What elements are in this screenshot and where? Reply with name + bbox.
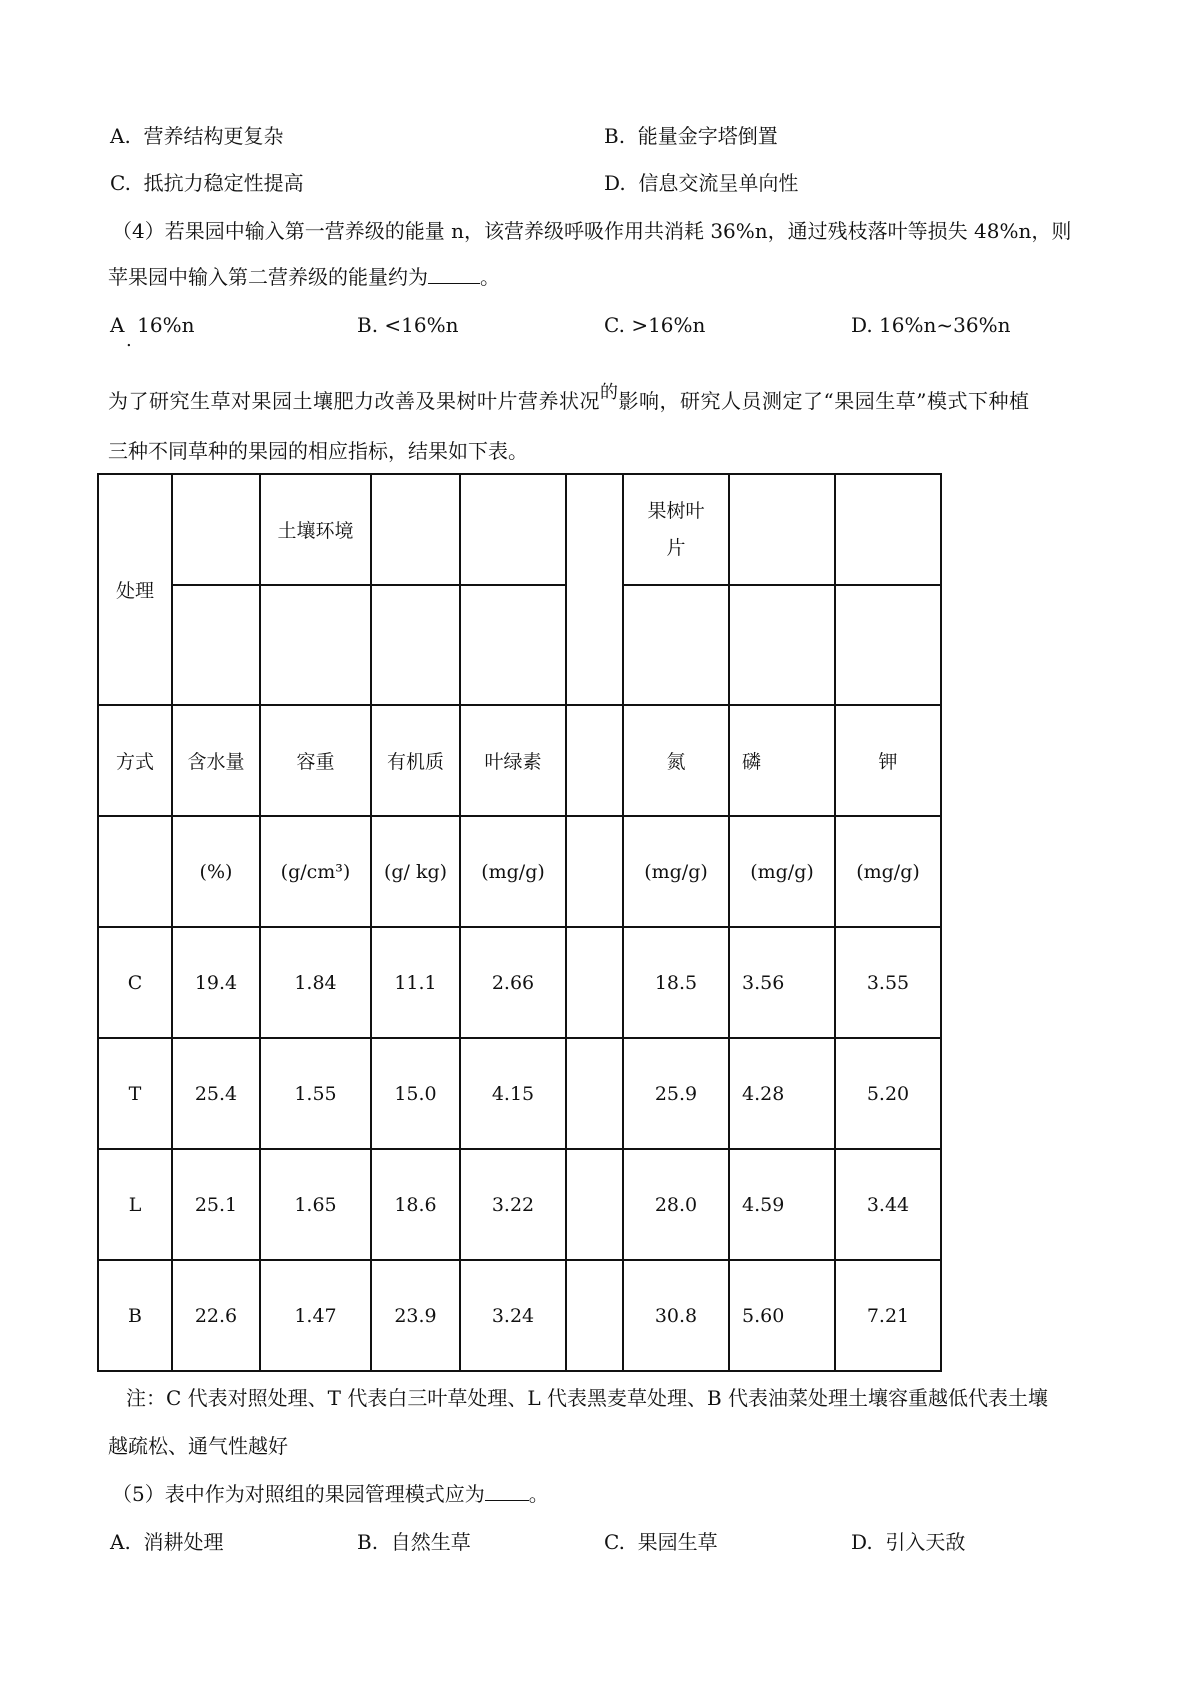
- answer-blank: [428, 282, 480, 284]
- data-cell: [371, 1038, 460, 1149]
- header-cell: [623, 585, 729, 705]
- intro-superscript: 的: [600, 382, 619, 403]
- unit-cell: [835, 816, 941, 927]
- data-cell: [623, 1260, 729, 1371]
- method-label-cell: [98, 705, 172, 816]
- q3-option-c: [110, 173, 304, 193]
- cell-value: 2.66: [491, 971, 535, 994]
- unit-label: (g/ kg): [383, 860, 448, 883]
- cell-value: 1.55: [294, 1082, 337, 1105]
- header-cell: [371, 474, 460, 585]
- column-header: [729, 705, 835, 816]
- cell-value: 5.60: [742, 1304, 785, 1327]
- header-cell: [566, 474, 623, 705]
- option-letter: B.: [357, 1530, 379, 1554]
- cell-value: 3.44: [866, 1193, 910, 1216]
- data-cell: [623, 927, 729, 1038]
- table-row: [98, 1038, 941, 1149]
- data-cell: [835, 1149, 941, 1260]
- cell-value: 18.6: [394, 1193, 437, 1216]
- option-letter: B.: [604, 124, 626, 148]
- option-letter: D.: [851, 313, 873, 337]
- q4-option-d: [851, 315, 1010, 335]
- q3-option-b: [604, 126, 778, 146]
- cell-value: 3.22: [491, 1193, 535, 1216]
- intro-text: 为了研究生草对果园土壤肥力改善及果树叶片营养状况: [108, 389, 600, 413]
- cell-value: 25.4: [194, 1082, 238, 1105]
- data-cell: [729, 1149, 835, 1260]
- q5-option-b: [357, 1532, 471, 1552]
- option-letter: A.: [110, 1530, 131, 1554]
- treatment-label: 处理: [115, 580, 154, 602]
- unit-row: [98, 816, 941, 927]
- option-text: 果园生草: [637, 1530, 718, 1554]
- treatment-code: C: [127, 971, 143, 994]
- cell-value: 22.6: [194, 1304, 238, 1327]
- option-text: 16%n: [137, 313, 195, 337]
- data-cell: [623, 1038, 729, 1149]
- header-cell: [460, 474, 566, 585]
- leaf-group-header: [623, 474, 729, 585]
- column-label: 有机质: [386, 751, 444, 773]
- q3-option-a: [110, 126, 284, 146]
- q5-option-c: [604, 1532, 718, 1552]
- option-letter: D.: [604, 171, 626, 195]
- q3-option-d: [604, 173, 798, 193]
- option-letter: C.: [604, 313, 625, 337]
- leaf-group-label-1: 果树叶: [647, 500, 705, 523]
- header-cell: [260, 585, 371, 705]
- data-cell: [460, 1260, 566, 1371]
- treatment-code: L: [128, 1193, 142, 1216]
- option-letter: A: [110, 313, 125, 337]
- unit-cell: [98, 816, 172, 927]
- data-cell: [371, 1149, 460, 1260]
- treatment-code: T: [128, 1082, 142, 1105]
- header-cell: [460, 585, 566, 705]
- option-text: 16%n~36%n: [879, 313, 1011, 337]
- unit-label: (mg/g): [644, 860, 708, 883]
- data-cell: [835, 1038, 941, 1149]
- q4-question-text: 苹果园中输入第二营养级的能量约为: [108, 265, 428, 289]
- treatment-cell: [98, 1149, 172, 1260]
- column-header: [566, 705, 623, 816]
- column-label: 氮: [666, 751, 686, 773]
- soil-group-header: [260, 474, 371, 585]
- column-header: [460, 705, 566, 816]
- data-cell: [729, 1260, 835, 1371]
- option-text: 能量金字塔倒置: [637, 124, 778, 148]
- column-header: [260, 705, 371, 816]
- option-text: 自然生草: [390, 1530, 471, 1554]
- option-text: <16%n: [384, 313, 459, 337]
- unit-cell: [172, 816, 260, 927]
- q4-question-line2: [108, 267, 500, 287]
- data-cell: [835, 927, 941, 1038]
- cell-value: 19.4: [194, 971, 238, 994]
- data-cell: [566, 927, 623, 1038]
- column-header: [835, 705, 941, 816]
- data-cell: [460, 1038, 566, 1149]
- unit-cell: [260, 816, 371, 927]
- data-cell: [566, 1260, 623, 1371]
- option-text: >16%n: [631, 313, 706, 337]
- column-header: [371, 705, 460, 816]
- option-letter: C.: [604, 1530, 625, 1554]
- unit-label: (mg/g): [481, 860, 545, 883]
- cell-value: 18.5: [654, 971, 698, 994]
- data-cell: [460, 1149, 566, 1260]
- table-row: [98, 927, 941, 1038]
- method-label: 方式: [115, 751, 154, 773]
- cell-value: 5.20: [866, 1082, 910, 1105]
- q5-option-a: [110, 1532, 224, 1552]
- data-cell: [371, 1260, 460, 1371]
- q5-option-d: [851, 1532, 965, 1552]
- data-cell: [623, 1149, 729, 1260]
- cell-value: 25.9: [654, 1082, 698, 1105]
- q4-option-b: [357, 315, 459, 335]
- cell-value: 1.47: [294, 1304, 337, 1327]
- header-cell: [835, 474, 941, 585]
- option-text: 引入天敌: [885, 1530, 966, 1554]
- table-row: [98, 1149, 941, 1260]
- answer-blank: [485, 1499, 529, 1501]
- header-cell: [172, 474, 260, 585]
- data-cell: [172, 1038, 260, 1149]
- unit-label: (g/cm³): [280, 860, 351, 883]
- cell-value: 3.55: [866, 971, 910, 994]
- data-cell: [260, 1260, 371, 1371]
- cell-value: 7.21: [866, 1304, 910, 1327]
- option-text: 抵抗力稳定性提高: [143, 171, 304, 195]
- unit-cell: [371, 816, 460, 927]
- data-cell: [172, 1149, 260, 1260]
- cell-value: 23.9: [394, 1304, 437, 1327]
- treatment-cell: [98, 927, 172, 1038]
- soil-group-label: 土壤环境: [277, 520, 354, 542]
- treatment-cell: [98, 1038, 172, 1149]
- cell-value: 15.0: [394, 1082, 437, 1105]
- option-letter: B.: [357, 313, 379, 337]
- data-cell: [566, 1038, 623, 1149]
- cell-value: 4.28: [742, 1082, 785, 1105]
- q5-question-end: 。: [528, 1482, 549, 1506]
- table-row: [98, 1260, 941, 1371]
- unit-label: (mg/g): [856, 860, 920, 883]
- column-label: 钾: [878, 751, 898, 773]
- data-table: [97, 473, 942, 1372]
- unit-label: (mg/g): [750, 860, 814, 883]
- column-header: [172, 705, 260, 816]
- option-letter: D.: [851, 1530, 873, 1554]
- cell-value: 30.8: [654, 1304, 698, 1327]
- unit-cell: [729, 816, 835, 927]
- unit-cell: [566, 816, 623, 927]
- cell-value: 4.59: [742, 1193, 785, 1216]
- treatment-cell: [98, 1260, 172, 1371]
- q4-option-c: [604, 315, 705, 335]
- data-cell: [172, 927, 260, 1038]
- column-label: 容重: [296, 751, 335, 773]
- data-cell: [371, 927, 460, 1038]
- data-cell: [260, 927, 371, 1038]
- header-cell: [172, 585, 260, 705]
- data-cell: [460, 927, 566, 1038]
- column-header: [623, 705, 729, 816]
- column-label: 磷: [742, 751, 762, 773]
- treatment-header-cell: [98, 474, 172, 705]
- column-header-row: [98, 705, 941, 816]
- cell-value: 1.65: [294, 1193, 337, 1216]
- data-cell: [729, 927, 835, 1038]
- q4-option-a: [110, 315, 195, 335]
- q4-question-line1: （4）若果园中输入第一营养级的能量 n，该营养级呼吸作用共消耗 36%n，通过残枝落叶等损失 48%n，则: [112, 219, 1072, 243]
- q4-question-end: 。: [480, 265, 500, 289]
- data-cell: [260, 1149, 371, 1260]
- cell-value: 1.84: [294, 971, 337, 994]
- header-cell: [729, 474, 835, 585]
- q5-question: [112, 1484, 549, 1504]
- header-cell: [835, 585, 941, 705]
- option-letter: C.: [110, 171, 131, 195]
- unit-cell: [460, 816, 566, 927]
- cell-value: 28.0: [654, 1193, 698, 1216]
- q5-question-text: （5）表中作为对照组的果园管理模式应为: [112, 1482, 485, 1506]
- cell-value: 3.24: [491, 1304, 535, 1327]
- data-cell: [729, 1038, 835, 1149]
- option-dot: .: [126, 330, 132, 351]
- option-text: 消耕处理: [143, 1530, 224, 1554]
- unit-cell: [623, 816, 729, 927]
- option-letter: A.: [110, 124, 131, 148]
- option-text: 营养结构更复杂: [143, 124, 284, 148]
- option-text: 信息交流呈单向性: [638, 171, 799, 195]
- data-cell: [566, 1149, 623, 1260]
- data-cell: [172, 1260, 260, 1371]
- intro-line2: 三种不同草种的果园的相应指标，结果如下表。: [108, 439, 528, 463]
- header-cell: [371, 585, 460, 705]
- intro-text-cont: 影响，研究人员测定了“果园生草”模式下种植: [618, 389, 1030, 413]
- column-label: 叶绿素: [484, 751, 542, 773]
- unit-label: (%): [199, 860, 233, 883]
- data-cell: [260, 1038, 371, 1149]
- intro-line1: [108, 382, 1030, 413]
- note-line1: 注：C 代表对照处理、T 代表白三叶草处理、L 代表黑麦草处理、B 代表油菜处理土壤容重越低代表土壤: [126, 1386, 1049, 1410]
- note-line2: 越疏松、通气性越好: [108, 1434, 288, 1458]
- column-label: 含水量: [187, 751, 245, 773]
- leaf-group-label-2: 片: [666, 536, 686, 559]
- header-cell: [729, 585, 835, 705]
- data-cell: [835, 1260, 941, 1371]
- treatment-code: B: [128, 1304, 142, 1327]
- cell-value: 11.1: [394, 971, 437, 994]
- cell-value: 25.1: [194, 1193, 238, 1216]
- cell-value: 3.56: [742, 971, 785, 994]
- cell-value: 4.15: [491, 1082, 535, 1105]
